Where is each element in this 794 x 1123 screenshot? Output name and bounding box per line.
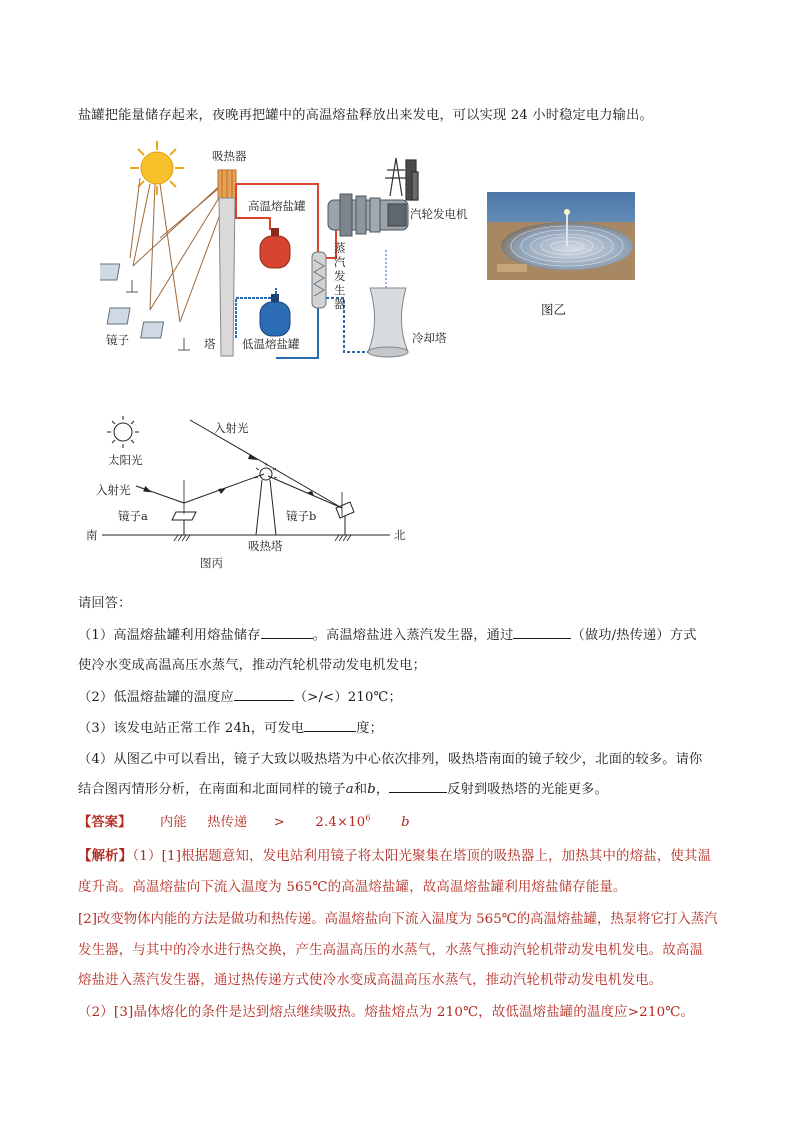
answer-blank-4[interactable] <box>304 719 356 732</box>
steam-generator-icon <box>312 252 326 308</box>
mirror-reflection-diagram <box>80 408 420 578</box>
analysis-line-2: 度升高。高温熔盐向下流入温度为 565℃的高温熔盐罐，故高温熔盐罐利用熔盐储存能量。 <box>78 880 627 895</box>
hot-tank-label: 高温熔盐罐 <box>248 199 306 213</box>
sunlight-label: 太阳光 <box>108 453 143 467</box>
answer-line: 【答案】 内能 热传递 > $2.4\times 10^6$ b <box>78 813 410 830</box>
cooling-tower-label: 冷却塔 <box>412 331 447 345</box>
cold-tank-icon <box>260 294 290 336</box>
analysis-line-1: 【解析】（1）[1]根据题意知，发电站利用镜子将太阳光聚集在塔顶的吸热器上，加热其中的熔盐，使其温 <box>78 848 712 864</box>
cold-tank-label: 低温熔盐罐 <box>242 337 300 351</box>
svg-text:器: 器 <box>334 297 346 311</box>
answer-blank-1[interactable] <box>261 626 313 639</box>
intro-text: 盐罐把能量储存起来，夜晚再把罐中的高温熔盐释放出来发电，可以实现 24 小时稳定电力输出。 <box>78 108 653 123</box>
power-plant-diagram <box>100 138 485 370</box>
sun-icon <box>107 416 139 448</box>
prompt-text: 请回答： <box>78 596 132 611</box>
svg-text:发: 发 <box>334 269 346 283</box>
sun-icon <box>130 141 184 195</box>
steam-generator-label <box>334 241 346 311</box>
question-1-line-2: 使冷水变成高温高压水蒸气，推动汽轮机带动发电机发电； <box>78 658 427 673</box>
answer-blank-3[interactable] <box>234 688 294 701</box>
incident-light-top-label: 入射光 <box>214 421 249 435</box>
question-4-line-2: 结合图丙情形分析，在南面和北面同样的镜子a和b， 反射到吸热塔的光能更多。 <box>78 782 608 797</box>
svg-text:汽: 汽 <box>334 255 346 269</box>
cooling-tower-icon <box>368 288 408 357</box>
fig3-caption: 图丙 <box>200 556 223 570</box>
question-4-line-1: （4）从图乙中可以看出，镜子大致以吸热塔为中心依次排列，吸热塔南面的镜子较少，北面的较多。请你 <box>78 752 703 767</box>
tower-label: 塔 <box>204 337 216 351</box>
mirror-a-label: 镜子a <box>118 509 148 523</box>
aerial-photo <box>487 192 635 280</box>
generator-label: 汽轮发电机 <box>410 207 468 221</box>
absorber-tower-label: 吸热塔 <box>248 539 283 553</box>
mirror-label: 镜子 <box>106 333 129 347</box>
analysis-line-3: [2]改变物体内能的方法是做功和热传递。高温熔盐向下流入温度为 565℃的高温熔盐罐，热泵将它打入蒸汽 <box>78 912 718 927</box>
mirror-b-icon <box>336 502 354 535</box>
fig2-caption: 图乙 <box>541 302 567 317</box>
svg-text:蒸: 蒸 <box>334 241 346 255</box>
question-2: （2）低温熔盐罐的温度应 （>/<）210℃； <box>78 690 402 705</box>
answer-blank-2[interactable] <box>513 626 571 639</box>
absorber-label: 吸热器 <box>212 149 247 163</box>
power-pylon-icon <box>385 158 418 200</box>
tower-icon <box>218 170 236 356</box>
hot-tank-icon <box>260 228 290 268</box>
analysis-line-5: 熔盐进入蒸汽发生器，通过热传递方式使冷水变成高温高压水蒸气，推动汽轮机带动发电机发电。 <box>78 973 663 988</box>
analysis-line-6: （2）[3]晶体熔化的条件是达到熔点继续吸热。熔盐熔点为 210℃，故低温熔盐罐的温度应>210℃。 <box>78 1005 695 1020</box>
south-label: 南 <box>86 528 98 542</box>
turbine-generator-icon <box>328 194 408 236</box>
north-label: 北 <box>394 528 406 542</box>
mirror-b-label: 镜子b <box>286 509 317 523</box>
svg-text:生: 生 <box>334 283 346 297</box>
analysis-line-4: 发生器，与其中的冷水进行热交换，产生高温高压的水蒸气，水蒸气推动汽轮机带动发电机发电。故高温 <box>78 943 704 958</box>
mirror-a-icon <box>172 512 196 535</box>
question-1-line-1: （1）高温熔盐罐利用熔盐储存 。高温熔盐进入蒸汽发生器，通过 （做功/热传递）方式 <box>78 628 697 643</box>
absorber-tower-icon <box>255 463 277 535</box>
answer-blank-5[interactable] <box>389 780 447 793</box>
question-3: （3）该发电站正常工作 24h，可发电 度； <box>78 721 384 736</box>
incident-light-left-label: 入射光 <box>96 483 131 497</box>
